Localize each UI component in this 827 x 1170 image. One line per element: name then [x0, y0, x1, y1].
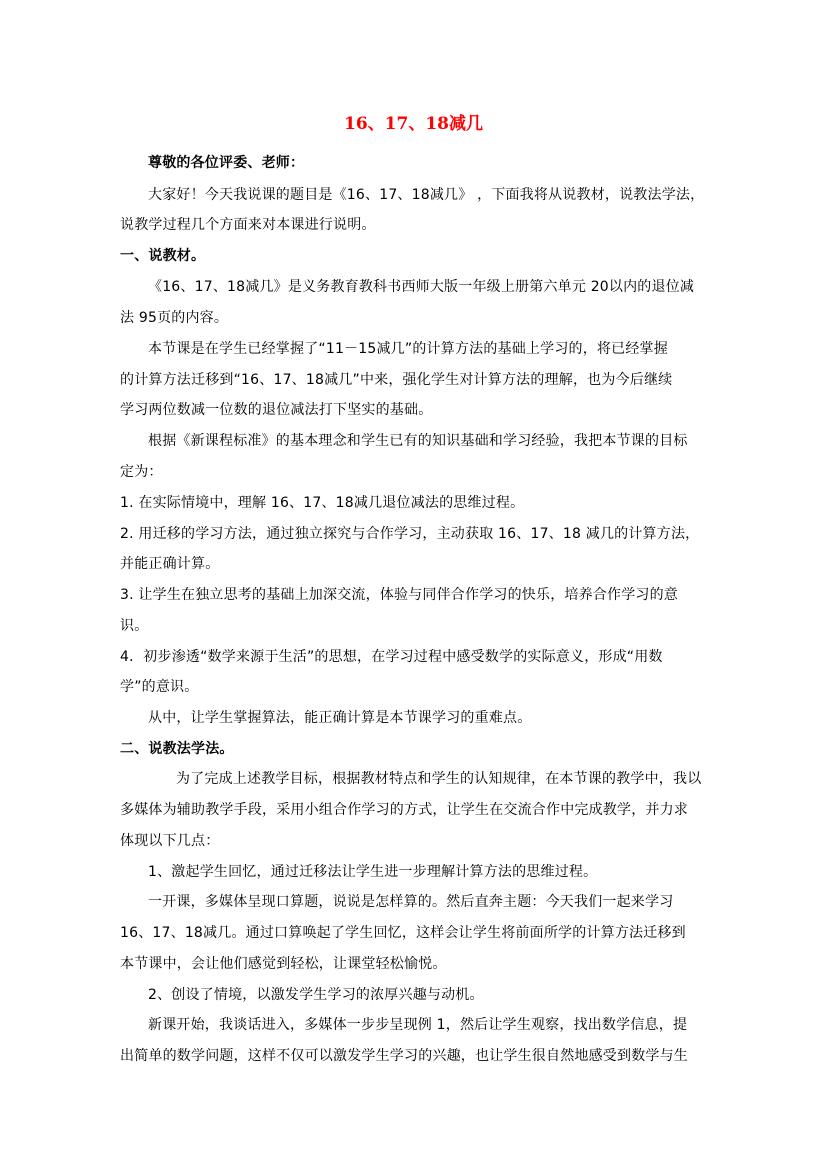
- paragraph-line: 本节课中，会让他们感觉到轻松，让课堂轻松愉悦。: [120, 956, 447, 972]
- section-heading: 二、说教法学法。: [120, 741, 234, 757]
- list-item-continuation: 并能正确计算。: [120, 556, 220, 572]
- paragraph-line: 学习两位数减一位数的退位减法打下坚实的基础。: [120, 402, 433, 418]
- document-title: 16、17、18减几: [344, 114, 483, 134]
- paragraph-line: 大家好！今天我说课的题目是《16、17、18减几》 ，下面我将从说教材，说教法学法，: [148, 187, 705, 203]
- list-item: 4．初步渗透“数学来源于生活”的思想，在学习过程中感受数学的实际意义，形成“用数: [120, 649, 663, 665]
- list-item: 1. 在实际情境中，理解 16、17、18减几退位减法的思维过程。: [120, 495, 525, 511]
- paragraph-line: 新课开始，我谈话进入，多媒体一步步呈现例 1，然后让学生观察，找出数学信息，提: [148, 1017, 688, 1033]
- paragraph-line: 一开课，多媒体呈现口算题，说说是怎样算的。然后直奔主题：今天我们一起来学习: [148, 894, 674, 910]
- paragraph-line: 16、17、18减几。通过口算唤起了学生回忆，这样会让学生将前面所学的计算方法迁移到: [120, 925, 686, 941]
- paragraph-line: 为了完成上述教学目标，根据教材特点和学生的认知规律，在本节课的教学中，我以: [176, 771, 702, 787]
- list-item: 2. 用迁移的学习方法，通过独立探究与合作学习，主动获取 16、17、18 减几的计算方法，: [120, 526, 700, 542]
- paragraph-line: 说教学过程几个方面来对本课进行说明。: [120, 217, 376, 233]
- paragraph-line: 定为：: [120, 464, 163, 480]
- paragraph-line: 体现以下几点：: [120, 833, 220, 849]
- paragraph-line: 从中，让学生掌握算法，能正确计算是本节课学习的重难点。: [148, 710, 532, 726]
- list-item-continuation: 识。: [120, 618, 149, 634]
- list-item: 3. 让学生在独立思考的基础上加深交流，体验与同伴合作学习的快乐，培养合作学习的意: [120, 587, 679, 603]
- paragraph-line: 《16、17、18减几》是义务教育教科书西师大版一年级上册第六单元 20以内的退位减: [148, 279, 695, 295]
- paragraph-line: 的计算方法迁移到“16、17、18减几”中来，强化学生对计算方法的理解，也为今后继续: [120, 372, 673, 388]
- paragraph-line: 多媒体为辅助教学手段，采用小组合作学习的方式，让学生在交流合作中完成教学，并力求: [120, 802, 688, 818]
- section-heading: 一、说教材。: [120, 248, 206, 264]
- paragraph-line: 出简单的数学问题，这样不仅可以激发学生学习的兴趣，也让学生很自然地感受到数学与生: [120, 1048, 688, 1064]
- subsection-line: 2、创设了情境，以激发学生学习的浓厚兴趣与动机。: [148, 987, 484, 1003]
- list-item-continuation: 学”的意识。: [120, 679, 199, 695]
- paragraph-line: 法 95页的内容。: [120, 310, 229, 326]
- subsection-line: 1、激起学生回忆，通过迁移法让学生进一步理解计算方法的思维过程。: [148, 864, 598, 880]
- paragraph-line: 根据《新课程标准》的基本理念和学生已有的知识基础和学习经验，我把本节课的目标: [148, 433, 688, 449]
- paragraph-line: 本节课是在学生已经掌握了“11－15减几”的计算方法的基础上学习的，将已经掌握: [148, 341, 668, 357]
- salutation: 尊敬的各位评委、老师：: [148, 155, 305, 171]
